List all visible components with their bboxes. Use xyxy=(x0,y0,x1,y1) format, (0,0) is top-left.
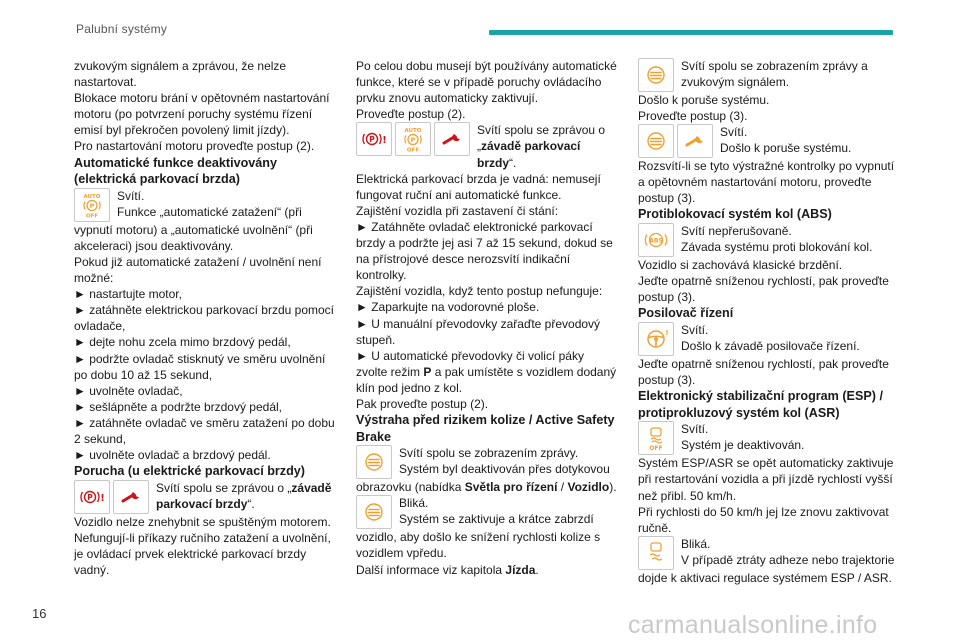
lamp-state: Bliká. xyxy=(399,496,429,511)
text-run: “. xyxy=(247,496,255,511)
paragraph: Vozidlo nelze znehybnit se spuštěným motorem. Nefungují-li příkazy ručního zatažení a uvolnění, je ovládací prvek elektrické parkovací brzdy vadný. xyxy=(74,514,331,578)
bold-text-run: Jízda xyxy=(505,562,536,577)
section-heading-abs: Protiblokovací systém kol (ABS) xyxy=(638,207,832,222)
paragraph: Pokud již automatické zatažení / uvolnění není možné: xyxy=(74,254,322,286)
indicator-block xyxy=(638,124,900,158)
lamp-state: Svítí. xyxy=(681,322,709,337)
auto-off-parking-brake-icon xyxy=(74,188,110,222)
list-item: ► uvolněte ovladač, xyxy=(74,383,183,398)
text-run: Další informace viz kapitola xyxy=(356,562,506,577)
paragraph: Proveďte postup (3). xyxy=(638,109,748,124)
list-item: ► podržte ovladač stisknutý ve směru uvolnění po dobu 10 až 15 sekund, xyxy=(74,351,326,382)
paragraph: Vozidlo si zachovává klasické brzdění. xyxy=(638,258,843,273)
paragraph: Elektrická parkovací brzda je vadná: nemusejí fungovat ruční ani automatické funkce. xyxy=(356,171,601,202)
list-item: ► U manuální převodovky zařaďte převodový stupeň. xyxy=(356,316,601,347)
bold-text-run: Světla pro řízení xyxy=(464,480,558,495)
list-item: ► sešlápněte a podržte brzdový pedál, xyxy=(74,399,283,414)
column-1 xyxy=(74,58,336,578)
icon-label: AUTO xyxy=(404,128,422,135)
text-run: ). xyxy=(609,480,617,495)
bold-text-run: Vozidlo xyxy=(567,480,610,495)
paragraph: Pak proveďte postup (2). xyxy=(356,396,489,411)
paragraph: Proveďte postup (2). xyxy=(356,107,466,122)
wrench-icon xyxy=(434,122,470,156)
bold-text-run: závadě parkovací brzdy xyxy=(477,139,581,170)
wrench-icon xyxy=(113,480,149,514)
indicator-block xyxy=(638,322,900,356)
section-heading-esp: Elektronický stabilizační program (ESP) / protiprokluzový systém kol (ASR) xyxy=(638,389,883,420)
svg-text:P: P xyxy=(87,492,93,502)
indicator-block xyxy=(638,536,900,570)
icon-label: OFF xyxy=(406,147,420,153)
bold-text-run: závadě parkovací brzdy xyxy=(156,480,332,511)
list-item: ► zatáhněte ovladač ve směru zatažení po dobu 2 sekund, xyxy=(74,415,335,446)
collision-warning-icon xyxy=(638,124,674,158)
list-item: ► dejte nohu zcela mimo brzdový pedál, xyxy=(74,335,291,350)
column-3 xyxy=(638,58,900,586)
indicator-block xyxy=(638,421,900,455)
abs-icon xyxy=(638,223,674,257)
list-item: ► Zatáhněte ovladač elektronické parkovací brzdy a podržte jej asi 7 až 15 sekund, dokud se na přístrojové desce nerozsvítí indikační kontrolky. xyxy=(356,219,613,283)
paragraph: Pro nastartování motoru proveďte postup (2). xyxy=(74,139,315,154)
paragraph: Zajištění vozidla při zastavení či stání: xyxy=(356,203,559,218)
svg-text:!: ! xyxy=(382,135,387,147)
paragraph: Rozsvítí-li se tyto výstražné kontrolky po vypnutí a opětovném nastartování motoru, proveďte postup (3). xyxy=(638,159,895,206)
lamp-description: Systém je deaktivován. xyxy=(681,438,805,453)
lamp-state: Svítí. xyxy=(681,422,709,437)
svg-text:!: ! xyxy=(665,328,669,337)
lamp-state: Bliká. xyxy=(681,536,711,551)
paragraph: zvukovým signálem a zprávou, že nelze nastartovat. xyxy=(74,59,287,90)
esp-skid-icon xyxy=(638,536,674,570)
running-header: Palubní systémy xyxy=(76,22,168,36)
paragraph: Jeďte opatrně sníženou rychlostí, pak proveďte postup (3). xyxy=(638,356,889,388)
icon-label: OFF xyxy=(649,445,663,452)
text-run: Svítí spolu se zprávou o „ xyxy=(156,480,292,495)
icon-label: ABS xyxy=(649,237,663,245)
indicator-block xyxy=(356,445,618,479)
icon-label: AUTO xyxy=(83,193,101,200)
section-heading-power-steering: Posilovač řízení xyxy=(638,306,734,321)
list-item: ► Zaparkujte na vodorovné ploše. xyxy=(356,300,540,315)
lamp-description: V případě ztráty adheze nebo trajektorie xyxy=(681,552,895,567)
auto-off-parking-brake-icon xyxy=(395,122,431,156)
paragraph: Po celou dobu musejí být používány automatické funkce, které se v případě poruchy ovládacího prvku znovu automaticky zaktivují. xyxy=(356,59,617,106)
section-heading-collision-warning: Výstraha před rizikem kolize / Active Safety Brake xyxy=(356,413,615,444)
lamp-state: Svítí. xyxy=(117,188,145,203)
lamp-description: Systém se zaktivuje a krátce zabrzdí xyxy=(399,512,594,527)
lamp-description: Došlo k závadě posilovače řízení. xyxy=(681,339,860,354)
list-item xyxy=(356,348,618,396)
paragraph: Došlo k poruše systému. xyxy=(638,93,770,107)
collision-warning-icon xyxy=(356,495,392,529)
indicator-block xyxy=(638,58,900,92)
collision-warning-icon xyxy=(356,445,392,479)
collision-warning-icon xyxy=(638,58,674,92)
paragraph: Blokace motoru brání v opětovném nastartování motoru (po potvrzení poruchy systému řízení emisí byl překročen povolený limit jízdy). xyxy=(74,91,330,138)
steering-wheel-icon xyxy=(638,322,674,356)
paragraph xyxy=(356,479,618,495)
indicator-block xyxy=(74,188,336,222)
text-run: obrazovku (nabídka xyxy=(356,480,465,495)
text-run: ► U automatické převodovky či volicí páky zvolte režim xyxy=(356,348,584,379)
paragraph: dojde k aktivaci regulace systémem ESP / ASR. xyxy=(638,570,892,585)
paragraph: Zajištění vozidla, když tento postup nefunguje: xyxy=(356,284,603,299)
parking-brake-warning-icon xyxy=(74,480,110,514)
paragraph: vozidlo, aby došlo ke snížení rychlosti kolize s vozidlem vpředu. xyxy=(356,530,601,561)
svg-text:P: P xyxy=(89,201,95,210)
svg-text:P: P xyxy=(410,136,416,145)
paragraph xyxy=(356,562,618,578)
text-run: “. xyxy=(509,155,517,170)
parking-brake-warning-icon xyxy=(356,122,392,156)
svg-text:P: P xyxy=(369,135,375,145)
text-run: Svítí spolu se zprávou o „ xyxy=(477,123,606,154)
wrench-icon xyxy=(677,124,713,158)
column-2 xyxy=(356,58,618,578)
paragraph: vypnutí motoru) a „automatické uvolnění“ (při akceleraci) jsou deaktivovány. xyxy=(74,222,313,253)
text-run: a pak umístěte s vozidlem dodaný klín pod jedno z kol. xyxy=(356,364,617,395)
bold-text-run: P xyxy=(423,364,432,379)
list-item: ► uvolněte ovladač a brzdový pedál. xyxy=(74,448,271,463)
lamp-description: Svítí spolu se zobrazením zprávy. Systém byl deaktivován přes dotykovou xyxy=(399,446,610,477)
indicator-block xyxy=(638,223,900,257)
page-number: 16 xyxy=(32,606,47,621)
lamp-description: Svítí spolu se zobrazením zprávy a zvukovým signálem. xyxy=(681,59,868,90)
indicator-block xyxy=(356,495,618,529)
list-item: ► nastartujte motor, xyxy=(74,287,182,302)
lamp-description: Funkce „automatické zatažení“ (při xyxy=(117,204,302,219)
indicator-block xyxy=(74,480,336,514)
section-heading-parking-brake-fault: Porucha (u elektrické parkovací brzdy) xyxy=(74,464,305,479)
icon-label: OFF xyxy=(85,213,99,218)
indicator-block xyxy=(356,122,618,170)
lamp-description: Došlo k poruše systému. xyxy=(720,141,852,156)
header-accent-rule xyxy=(489,30,893,35)
watermark: carmanualsonline.info xyxy=(628,611,878,639)
text-run: / xyxy=(557,480,568,495)
lamp-description: Závada systému proti blokování kol. xyxy=(681,240,873,255)
section-heading-auto-functions: Automatické funkce deaktivovány (elektrická parkovací brzda) xyxy=(74,155,277,187)
paragraph: Jeďte opatrně sníženou rychlostí, pak proveďte postup (3). xyxy=(638,274,889,305)
lamp-description xyxy=(156,480,336,512)
lamp-description xyxy=(477,122,618,170)
esp-off-icon xyxy=(638,421,674,455)
list-item: ► zatáhněte elektrickou parkovací brzdu pomocí ovladače, xyxy=(74,303,335,334)
lamp-state: Svítí. xyxy=(720,125,748,140)
paragraph: Při rychlosti do 50 km/h jej lze znovu zaktivovat ručně. xyxy=(638,504,889,535)
paragraph: Systém ESP/ASR se opět automaticky zaktivuje při restartování vozidla a při jízdě rychlostí vyšší než přibl. 50 km/h. xyxy=(638,456,894,503)
text-run: . xyxy=(535,562,539,577)
lamp-state: Svítí nepřerušovaně. xyxy=(681,224,792,239)
svg-text:!: ! xyxy=(100,492,105,504)
